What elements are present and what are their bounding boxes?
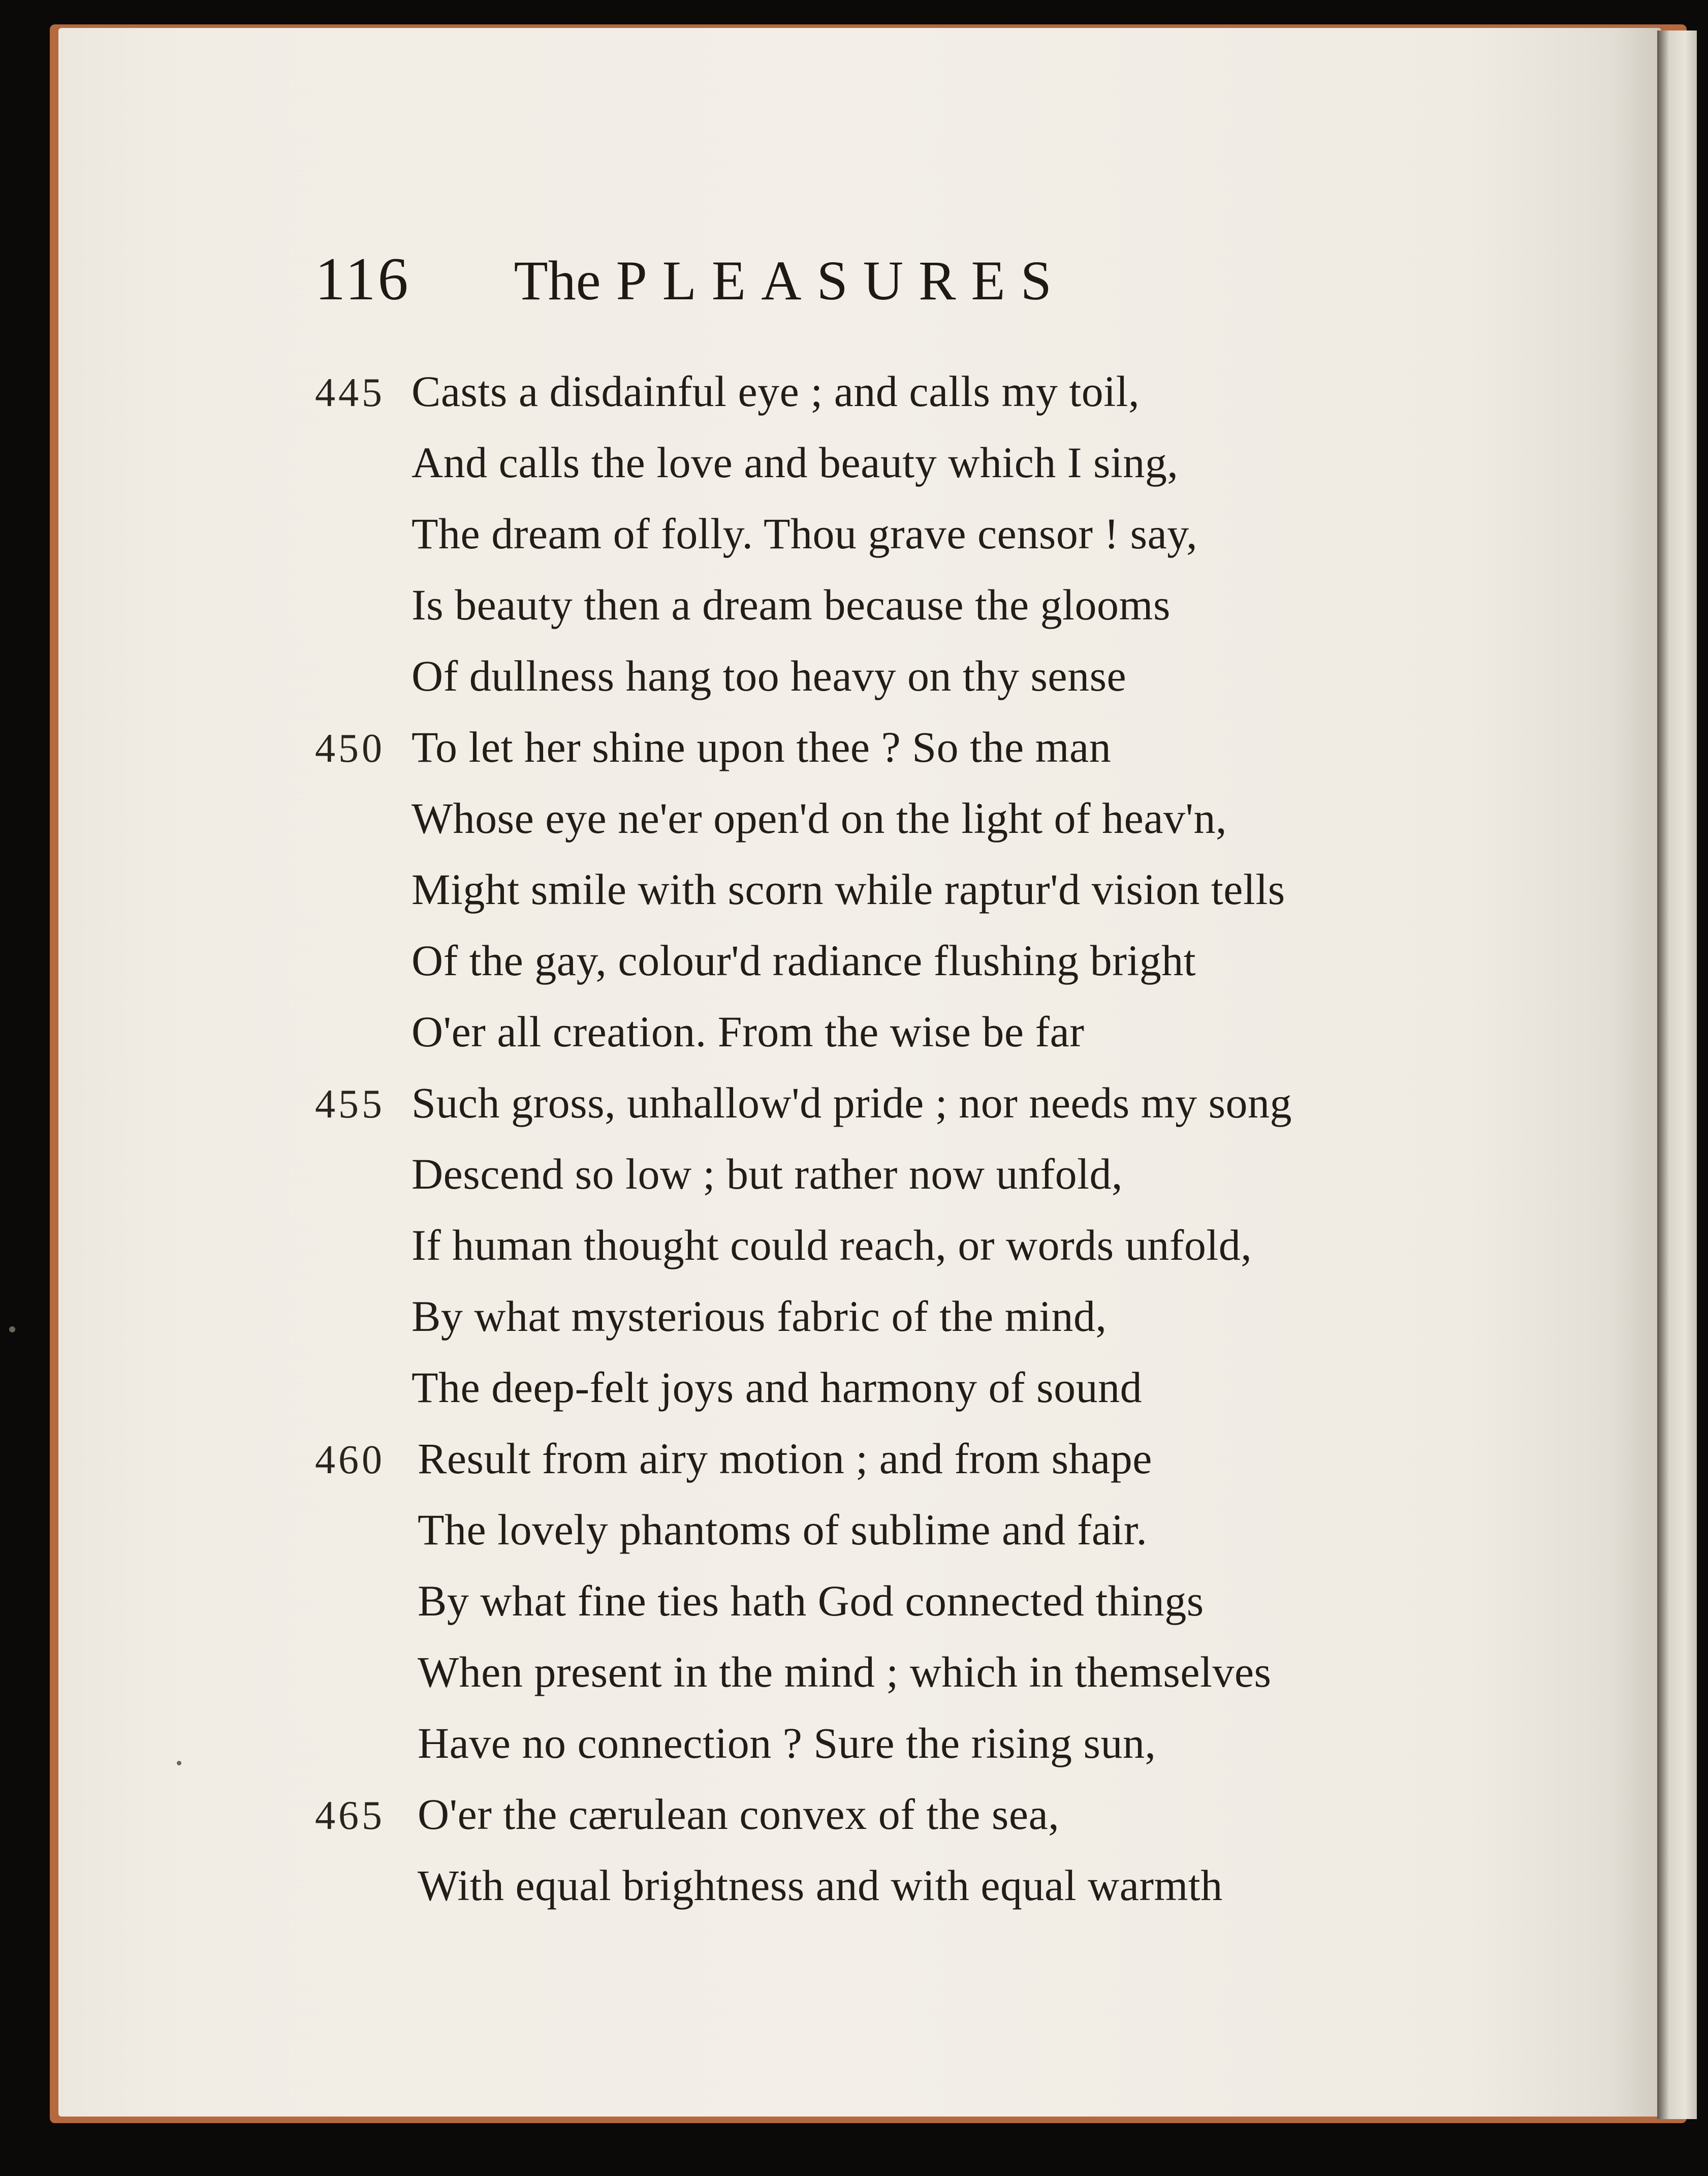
verse-line: O'er all creation. From the wise be far	[412, 1007, 1085, 1056]
verse-line: Descend so low ; but rather now unfold,	[412, 1149, 1123, 1198]
verse-line: O'er the cærulean convex of the sea,	[418, 1790, 1060, 1839]
verse-line: When present in the mind ; which in themselves	[418, 1647, 1272, 1696]
page-number: 116	[315, 245, 410, 313]
verse-line: If human thought could reach, or words unfold,	[412, 1221, 1252, 1269]
verse-line: Such gross, unhallow'd pride ; nor needs my song	[412, 1078, 1292, 1127]
verse-line: Of dullness hang too heavy on thy sense	[412, 651, 1127, 700]
facing-page-edge	[1657, 30, 1697, 2119]
line-number: 460	[315, 1438, 385, 1482]
verse-line: Might smile with scorn while raptur'd vision tells	[412, 865, 1285, 914]
verse-line: And calls the love and beauty which I sing,	[412, 438, 1179, 487]
verse-line: To let her shine upon thee ? So the man	[412, 723, 1112, 771]
verse-line: With equal brightness and with equal warmth	[418, 1861, 1223, 1910]
verse-line: By what fine ties hath God connected things	[418, 1576, 1204, 1625]
dust-speck	[9, 1326, 15, 1332]
verse-line: Casts a disdainful eye ; and calls my toil,	[412, 367, 1140, 416]
dust-speck	[177, 1761, 181, 1765]
running-title: The PLEASURES	[514, 250, 1067, 312]
verse-line: The deep-felt joys and harmony of sound	[412, 1363, 1143, 1412]
line-number: 455	[315, 1082, 385, 1127]
verse-line: Have no connection ? Sure the rising sun,	[418, 1719, 1156, 1767]
line-number: 445	[315, 370, 385, 415]
verse-line: By what mysterious fabric of the mind,	[412, 1292, 1107, 1341]
verse-line: Is beauty then a dream because the glooms	[412, 580, 1171, 629]
verse-line: Whose eye ne'er open'd on the light of heav'n,	[412, 794, 1227, 843]
verse-line: The lovely phantoms of sublime and fair.	[418, 1505, 1148, 1554]
line-number: 450	[315, 726, 385, 771]
verse-line: Result from airy motion ; and from shape	[418, 1434, 1152, 1483]
running-header	[315, 244, 1067, 314]
verse-line: The dream of folly. Thou grave censor ! say,	[412, 509, 1198, 558]
verse-line: Of the gay, colour'd radiance flushing bright	[412, 936, 1196, 985]
line-number: 465	[315, 1793, 385, 1838]
